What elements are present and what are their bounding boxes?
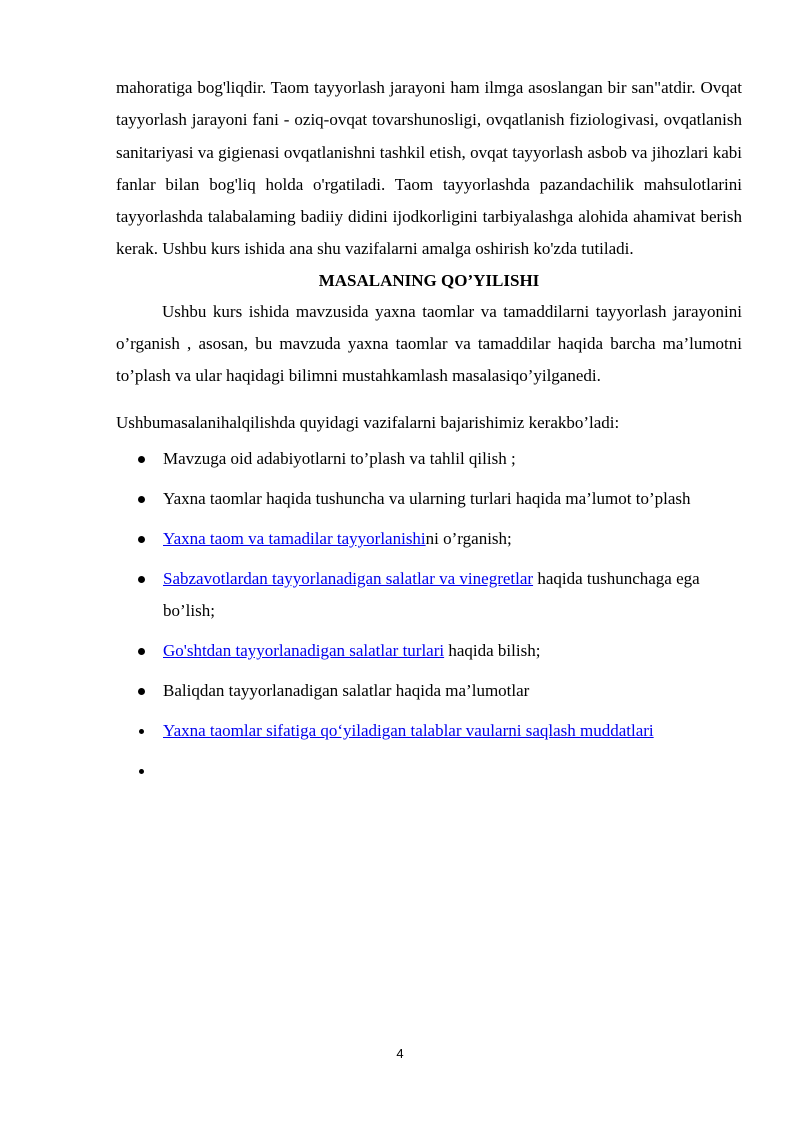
task-text: Yaxna taomlar haqida tushuncha va ularning turlari haqida ma’lumot to’plash — [163, 488, 691, 508]
list-item — [116, 483, 742, 515]
list-item — [116, 523, 742, 555]
list-item — [116, 563, 742, 627]
document-body — [116, 72, 742, 755]
bullet-icon — [138, 456, 145, 463]
bullet-icon — [138, 536, 145, 543]
page-number: 4 — [396, 1046, 404, 1061]
problem-paragraph: Ushbu kurs ishida mavzusida yaxna taomlar va tamaddilarni tayyorlash jarayonini o’rganish , asosan, bu mavzuda yaxna taomlar va tamaddilar haqida barcha ma’lumotni to’plash va ular haqidagi bilimni mustahkamlash masalasiqo’yilganedi. — [116, 301, 742, 386]
list-item — [116, 443, 742, 475]
task-link[interactable]: Go'shtdan tayyorlanadigan salatlar turlari — [163, 640, 445, 660]
task-text: Mavzuga oid adabiyotlarni to’plash va tahlil qilish ; — [163, 448, 516, 468]
task-link[interactable]: Sabzavotlardan tayyorlanadigan salatlar va vinegretlar — [163, 568, 534, 588]
task-link[interactable]: Yaxna taomlar sifatiga qo‘yiladigan talablar vaularni saqlash muddatlari — [163, 720, 654, 740]
list-item — [116, 675, 742, 707]
task-text: haqida tushunchaga ega bo’lish; — [163, 568, 700, 620]
task-link[interactable]: Yaxna taom va tamadilar tayyorlanishi — [163, 528, 426, 548]
task-text: Baliqdan tayyorlanadigan salatlar haqida ma’lumotlar — [163, 680, 530, 700]
task-text: ni o’rganish; — [425, 528, 512, 548]
tasks-list — [116, 443, 742, 747]
tasks-lead: Ushbumasalanihalqilishda quyidagi vazifalarni bajarishimiz kerakbo’ladi: — [116, 412, 620, 432]
task-text: haqida bilish; — [444, 640, 541, 660]
intro-paragraph: mahoratiga bog'liqdir. Taom tayyorlash jarayoni ham ilmga asoslangan bir san"atdir. Ovqat tayyorlash jarayoni fani - oziq-ovqat tovarshunosligi, ovqatlanish fiziologivasi, ovqatlanish sanitariyasi va gigienasi ovqatlanishni tashkil etish, ovqat tayyorlash asbob va jihozlari kabi fanlar bilan bog'liq holda o'rgatiladi. Taom tayyorlashda pazandachilik mahsulotlarini tayyorlashda talabalaming badiiy didini ijodkorligini tarbiyalashga alohida ahamivat berish kerak. Ushbu kurs ishida ana shu vazifalarni amalga oshirish ko'zda tutiladi. — [116, 78, 742, 259]
bullet-icon — [138, 648, 145, 655]
list-item — [116, 635, 742, 667]
section-heading: MASALANING QO’YILISHI — [318, 270, 540, 290]
bullet-icon — [139, 769, 144, 774]
bullet-icon — [138, 496, 145, 503]
bullet-icon — [138, 688, 145, 695]
bullet-icon — [139, 729, 144, 734]
bullet-icon — [138, 576, 145, 583]
list-item — [116, 715, 742, 747]
